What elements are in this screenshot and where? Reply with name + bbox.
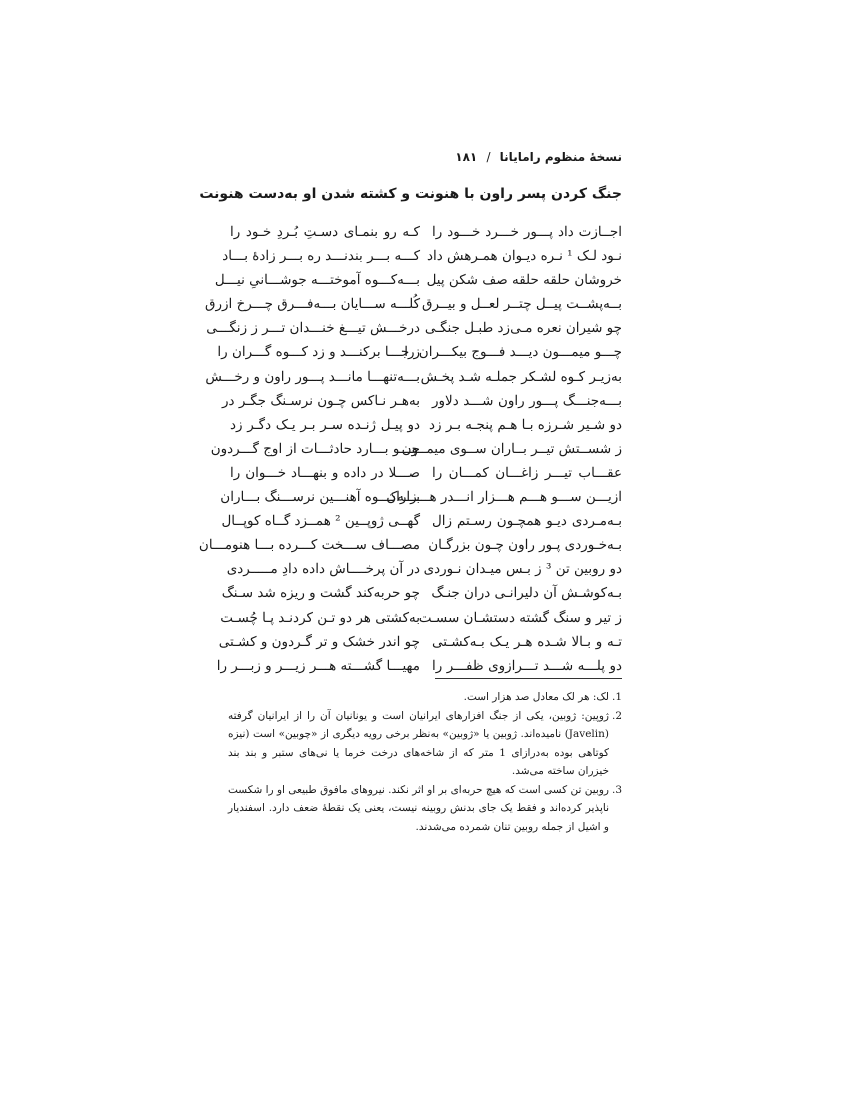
couplet <box>221 581 622 605</box>
couplet <box>222 244 622 268</box>
hemistich-first: دو پلـــه شـــد تـــرازوی ظفـــر را <box>432 657 622 674</box>
footnote-item <box>228 707 622 781</box>
page-number: ۱۸۱ <box>455 150 478 164</box>
hemistich-second: چو اندر خشک و تر گـردون و کشـتی <box>218 633 420 650</box>
hemistich-second: به‌کشتی هر دو تـن کردنـد پـا چُسـت <box>220 609 420 626</box>
hemistich-second: مصـــاف ســـخت کـــرده بـــا هنومـــان <box>198 537 420 554</box>
hemistich-first: عقـــاب تیـــر زاغـــان کمـــان را <box>432 464 622 481</box>
hemistich-second: صـــلا در داده و بنهـــاد خـــوان را <box>230 464 420 481</box>
hemistich-second: به‌هـر نـاکس چـون نرسـنگ جگـر در <box>222 392 420 409</box>
hemistich-second: ز جـــا برکنـــد و زد کـــوه گـــران را <box>217 344 420 361</box>
footnote-number: 3. <box>611 783 622 796</box>
couplet <box>217 340 622 364</box>
hemistich-second: دو پیـل ژنـده سـر بـر یـک دگـر زد <box>230 416 420 433</box>
hemistich-second: درخـــش تیـــغ خنـــدان تـــر ز زنگـــی <box>206 320 420 337</box>
hemistich-first: بـه‌مـردی دیـو همچـون رسـتم زال <box>432 513 622 530</box>
couplet <box>230 413 622 437</box>
hemistich-second: گهــی ژوپــین ² همــزد گــاه کوپــال <box>221 513 420 530</box>
hemistich-second: در آن پرخــــاش داده دادِ مـــــردی <box>226 561 420 578</box>
couplet <box>205 292 622 316</box>
couplet <box>214 268 622 292</box>
running-header <box>455 150 622 164</box>
hemistich-second: چـــو بـــارد حادثـــات از اوج گـــردون <box>210 440 420 457</box>
hemistich-first: ازیـــن ســـو هـــم هـــزار انـــدر هـــزاران <box>386 489 622 506</box>
hemistich-first: دو روبین تن ³ ز بـس میـدان نـوردی <box>423 561 622 578</box>
book-title: نسخهٔ منظوم رامایانا <box>499 150 622 164</box>
couplet <box>205 365 622 389</box>
hemistich-first: چو شیران نعره مـی‌زد طبـل جنگـی <box>424 320 622 337</box>
hemistich-first: بـــه‌جنـــگ پـــور راون شـــد دلاور <box>432 392 622 409</box>
couplet <box>221 509 622 533</box>
poem-body <box>198 220 622 678</box>
hemistich-second: چو حربه‌کند گشت و ریزه شد سـنگ <box>221 585 420 602</box>
hemistich-first: چـــو میمـــون دیـــد فـــوج بیکـــران را <box>404 344 622 361</box>
hemistich-second: مهیـــا گشـــته هـــر زیـــر و زبـــر را <box>216 657 420 674</box>
hemistich-first: بــه‌پشــت پیــل چتــر لعــل و بیــرق <box>421 296 622 313</box>
couplet <box>218 630 622 654</box>
footnotes <box>228 688 622 836</box>
couplet <box>210 437 622 461</box>
footnote-divider <box>435 678 622 679</box>
hemistich-first: بـه‌کوشـش آن دلیرانـی دران جنـگ <box>431 585 622 602</box>
hemistich-first: به‌زیـر کـوه لشـکر جملـه شـد پخـش <box>420 368 622 385</box>
footnote-number: 2. <box>611 709 622 722</box>
footnote-number: 1. <box>611 691 622 703</box>
couplet <box>220 485 622 509</box>
hemistich-second: بـــه‌کـــوه آهنـــین نرســـنگ بـــاران <box>220 489 420 506</box>
hemistich-first: بـه‌خـوردی پـور راون چـون بزرگـان <box>428 537 622 554</box>
hemistich-first: ز شســتش تیــر بــاران ســوی میمــون <box>401 440 622 457</box>
couplet <box>230 220 622 244</box>
hemistich-first: خروشان حلقه حلقه صف شکن پیل <box>426 272 622 289</box>
hemistich-second: کـــه بـــر بندنـــد ره بـــر زادهٔ بـــاد <box>222 248 420 265</box>
couplet <box>222 389 622 413</box>
hemistich-first: اجــازت داد پـــور خـــرد خـــود را <box>432 224 622 240</box>
couplet <box>198 533 622 557</box>
footnote-text: لک: هر لک معادل صد هزار است. <box>463 691 609 703</box>
footnote-item <box>228 688 622 707</box>
header-separator: / <box>486 150 491 164</box>
couplet <box>226 557 622 581</box>
hemistich-first: نـود لـک ¹ نـره دیـوان همـرهش داد <box>426 248 622 265</box>
section-title: جنگ کردن پسر راون با هنونت و کشته شدن او به‌دست هنونت <box>199 186 622 202</box>
hemistich-first: ز تیر و سنگ گشته دستشـان سسـت <box>418 609 622 626</box>
couplet <box>216 654 622 678</box>
footnote-item <box>228 781 622 837</box>
couplet <box>206 316 622 340</box>
footnote-text: روبین تن کسی است که هیچ حربه‌ای بر او اثر نکند. نیروهای مافوق طبیعی او را شکست ناپذیر کرده‌اند و فقط یک جای بدنش روبینه نیست، یعنی یک نقطهٔ ضعف دارد. اسفندیار و اشیل از جمله روبین تنان شمرده می‌شدند. <box>228 783 609 833</box>
couplet <box>230 461 622 485</box>
hemistich-second: بـــه‌کـــوه آموختـــه جوشـــانیِ نیـــل <box>214 272 420 289</box>
hemistich-first: دو شـیر شـرزه بـا هـم پنجـه بـر زد <box>429 416 622 433</box>
hemistich-second: کُلـــه ســـایان بـــه‌فـــرق چـــرخ ازرق <box>205 296 420 313</box>
footnote-text: ژوپین: ژوبین، یکی از جنگ افزارهای ایرانیان است و یونانیان آن را از ایرانیان گرفته (Javelin) نامیده‌اند. ژوبین یا «ژوبین» به‌نظر برخی رویه دیگری از «چوبین» است (نیزه کوتاهی بوده به‌درازای 1 متر که از شاخه‌های درخت خرما یا نی‌های ستبر و بند بند خیزران ساخته می‌شد. <box>228 709 609 777</box>
hemistich-first: تـه و بـالا شـده هـر یـک بـه‌کشـتی <box>432 633 622 650</box>
couplet <box>220 606 622 630</box>
hemistich-second: کـه رو بنمـای دسـتِ بُـردِ خـود را <box>230 224 420 240</box>
hemistich-second: بـــه‌تنهـــا مانـــد پـــور راون و رخـــش <box>205 368 420 385</box>
